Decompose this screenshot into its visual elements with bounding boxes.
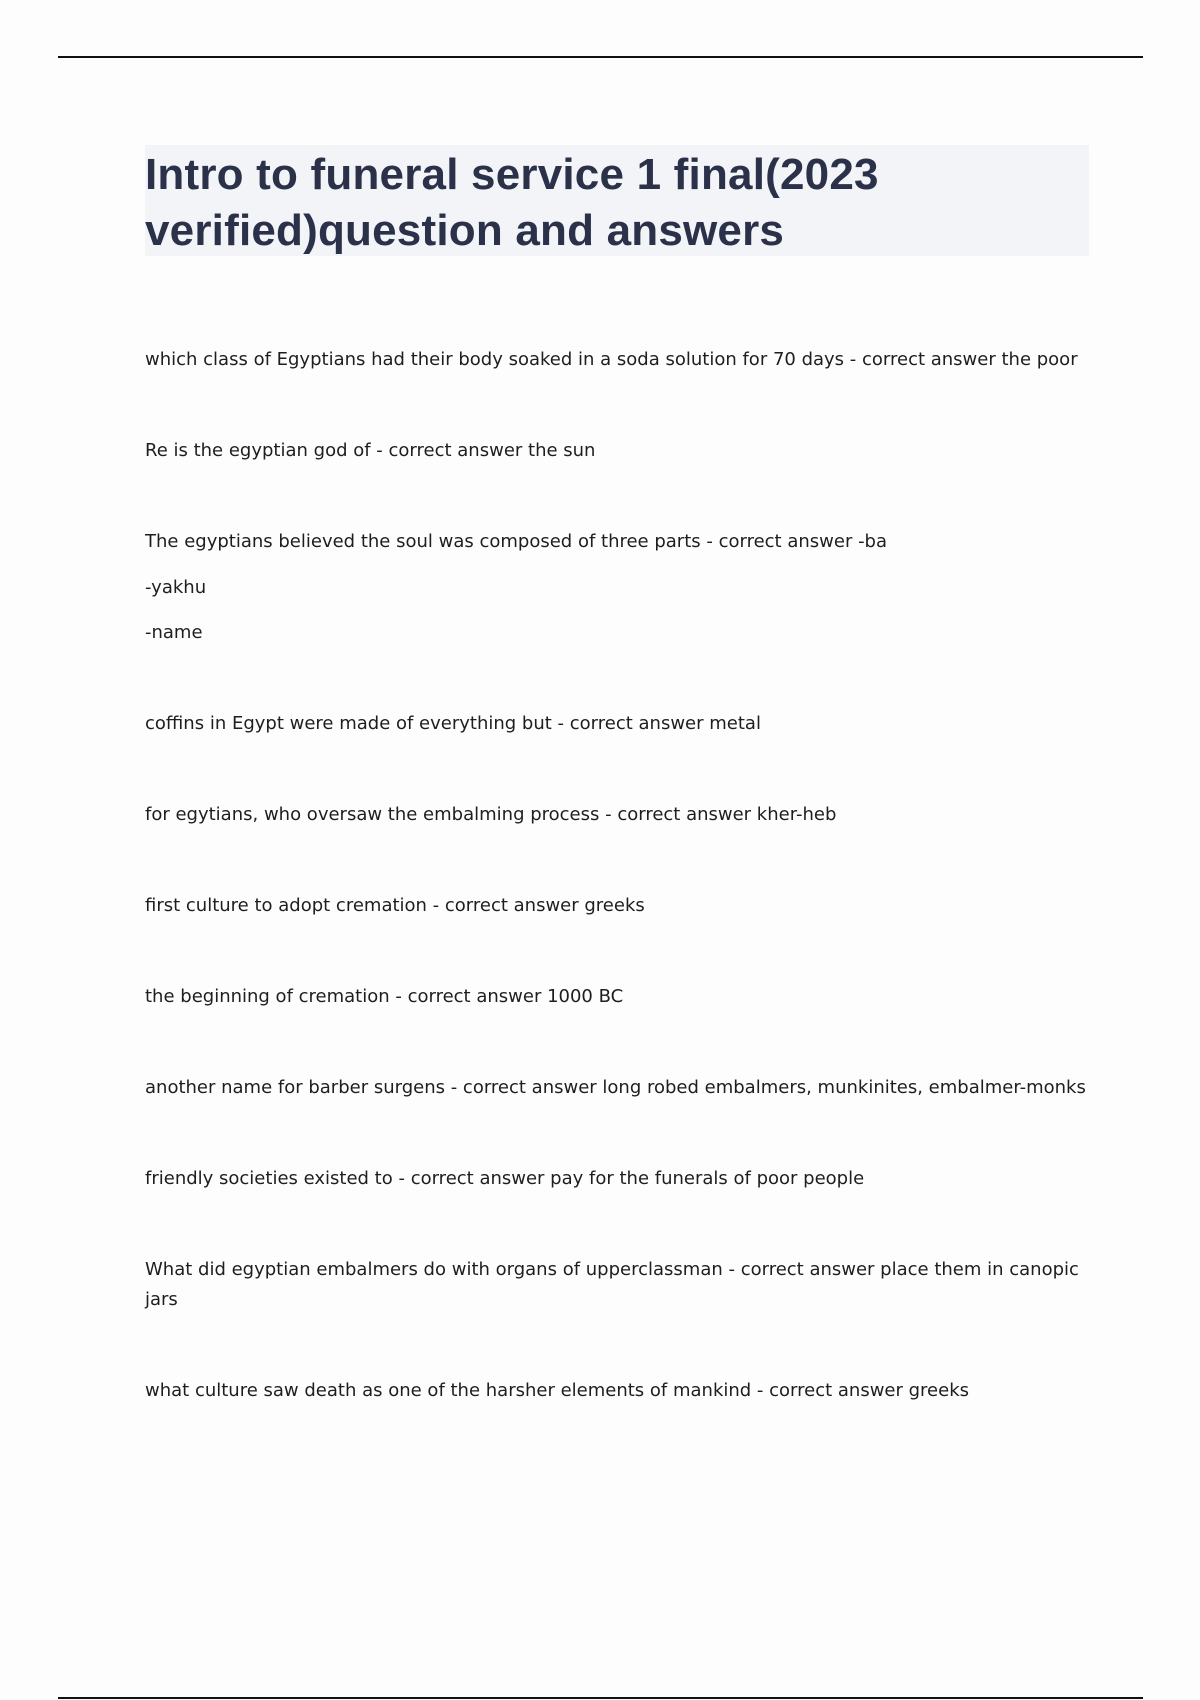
title-line-1: Intro to funeral service 1 final(2023 [145, 150, 879, 199]
title-line-2: verified)question and answers [145, 206, 785, 255]
qa-text: first culture to adopt cremation - correct answer greeks [145, 895, 645, 916]
qa-text: another name for barber surgens - correct answer long robed embalmers, munkinites, embalmer-monks [145, 1077, 1086, 1098]
qa-text: coffins in Egypt were made of everything but - correct answer metal [145, 713, 761, 734]
qa-item-6 [145, 891, 1095, 921]
qa-item-1 [145, 345, 1095, 375]
document-title [145, 145, 1089, 259]
qa-text: What did egyptian embalmers do with organs of upperclassman - correct answer place them in canopic [145, 1259, 1079, 1280]
qa-item-4 [145, 709, 1095, 739]
qa-item-2 [145, 436, 1095, 466]
qa-text: friendly societies existed to - correct answer pay for the funerals of poor people [145, 1168, 865, 1189]
qa-item-7 [145, 982, 1095, 1012]
qa-item-3-line-2 [145, 573, 1095, 603]
qa-item-3-line-3 [145, 618, 1095, 648]
bottom-rule [58, 1697, 1143, 1699]
qa-item-5 [145, 800, 1095, 830]
title-block [145, 145, 1089, 256]
qa-text-continued: jars [145, 1289, 178, 1310]
qa-item-9 [145, 1164, 1095, 1194]
top-rule [58, 56, 1143, 58]
qa-item-11 [145, 1376, 1095, 1406]
qa-text: Re is the egyptian god of - correct answer the sun [145, 440, 596, 461]
qa-text: which class of Egyptians had their body soaked in a soda solution for 70 days - correct answer the poor [145, 349, 1078, 370]
qa-text: what culture saw death as one of the harsher elements of mankind - correct answer greeks [145, 1380, 970, 1401]
qa-text: the beginning of cremation - correct answer 1000 BC [145, 986, 624, 1007]
qa-item-10 [145, 1255, 1095, 1315]
qa-item-8 [145, 1073, 1095, 1103]
qa-item-3 [145, 527, 1095, 557]
qa-text: -name [145, 622, 203, 643]
qa-text: -yakhu [145, 577, 207, 598]
qa-text: The egyptians believed the soul was composed of three parts - correct answer -ba [145, 531, 888, 552]
qa-text: for egytians, who oversaw the embalming process - correct answer kher-heb [145, 804, 837, 825]
